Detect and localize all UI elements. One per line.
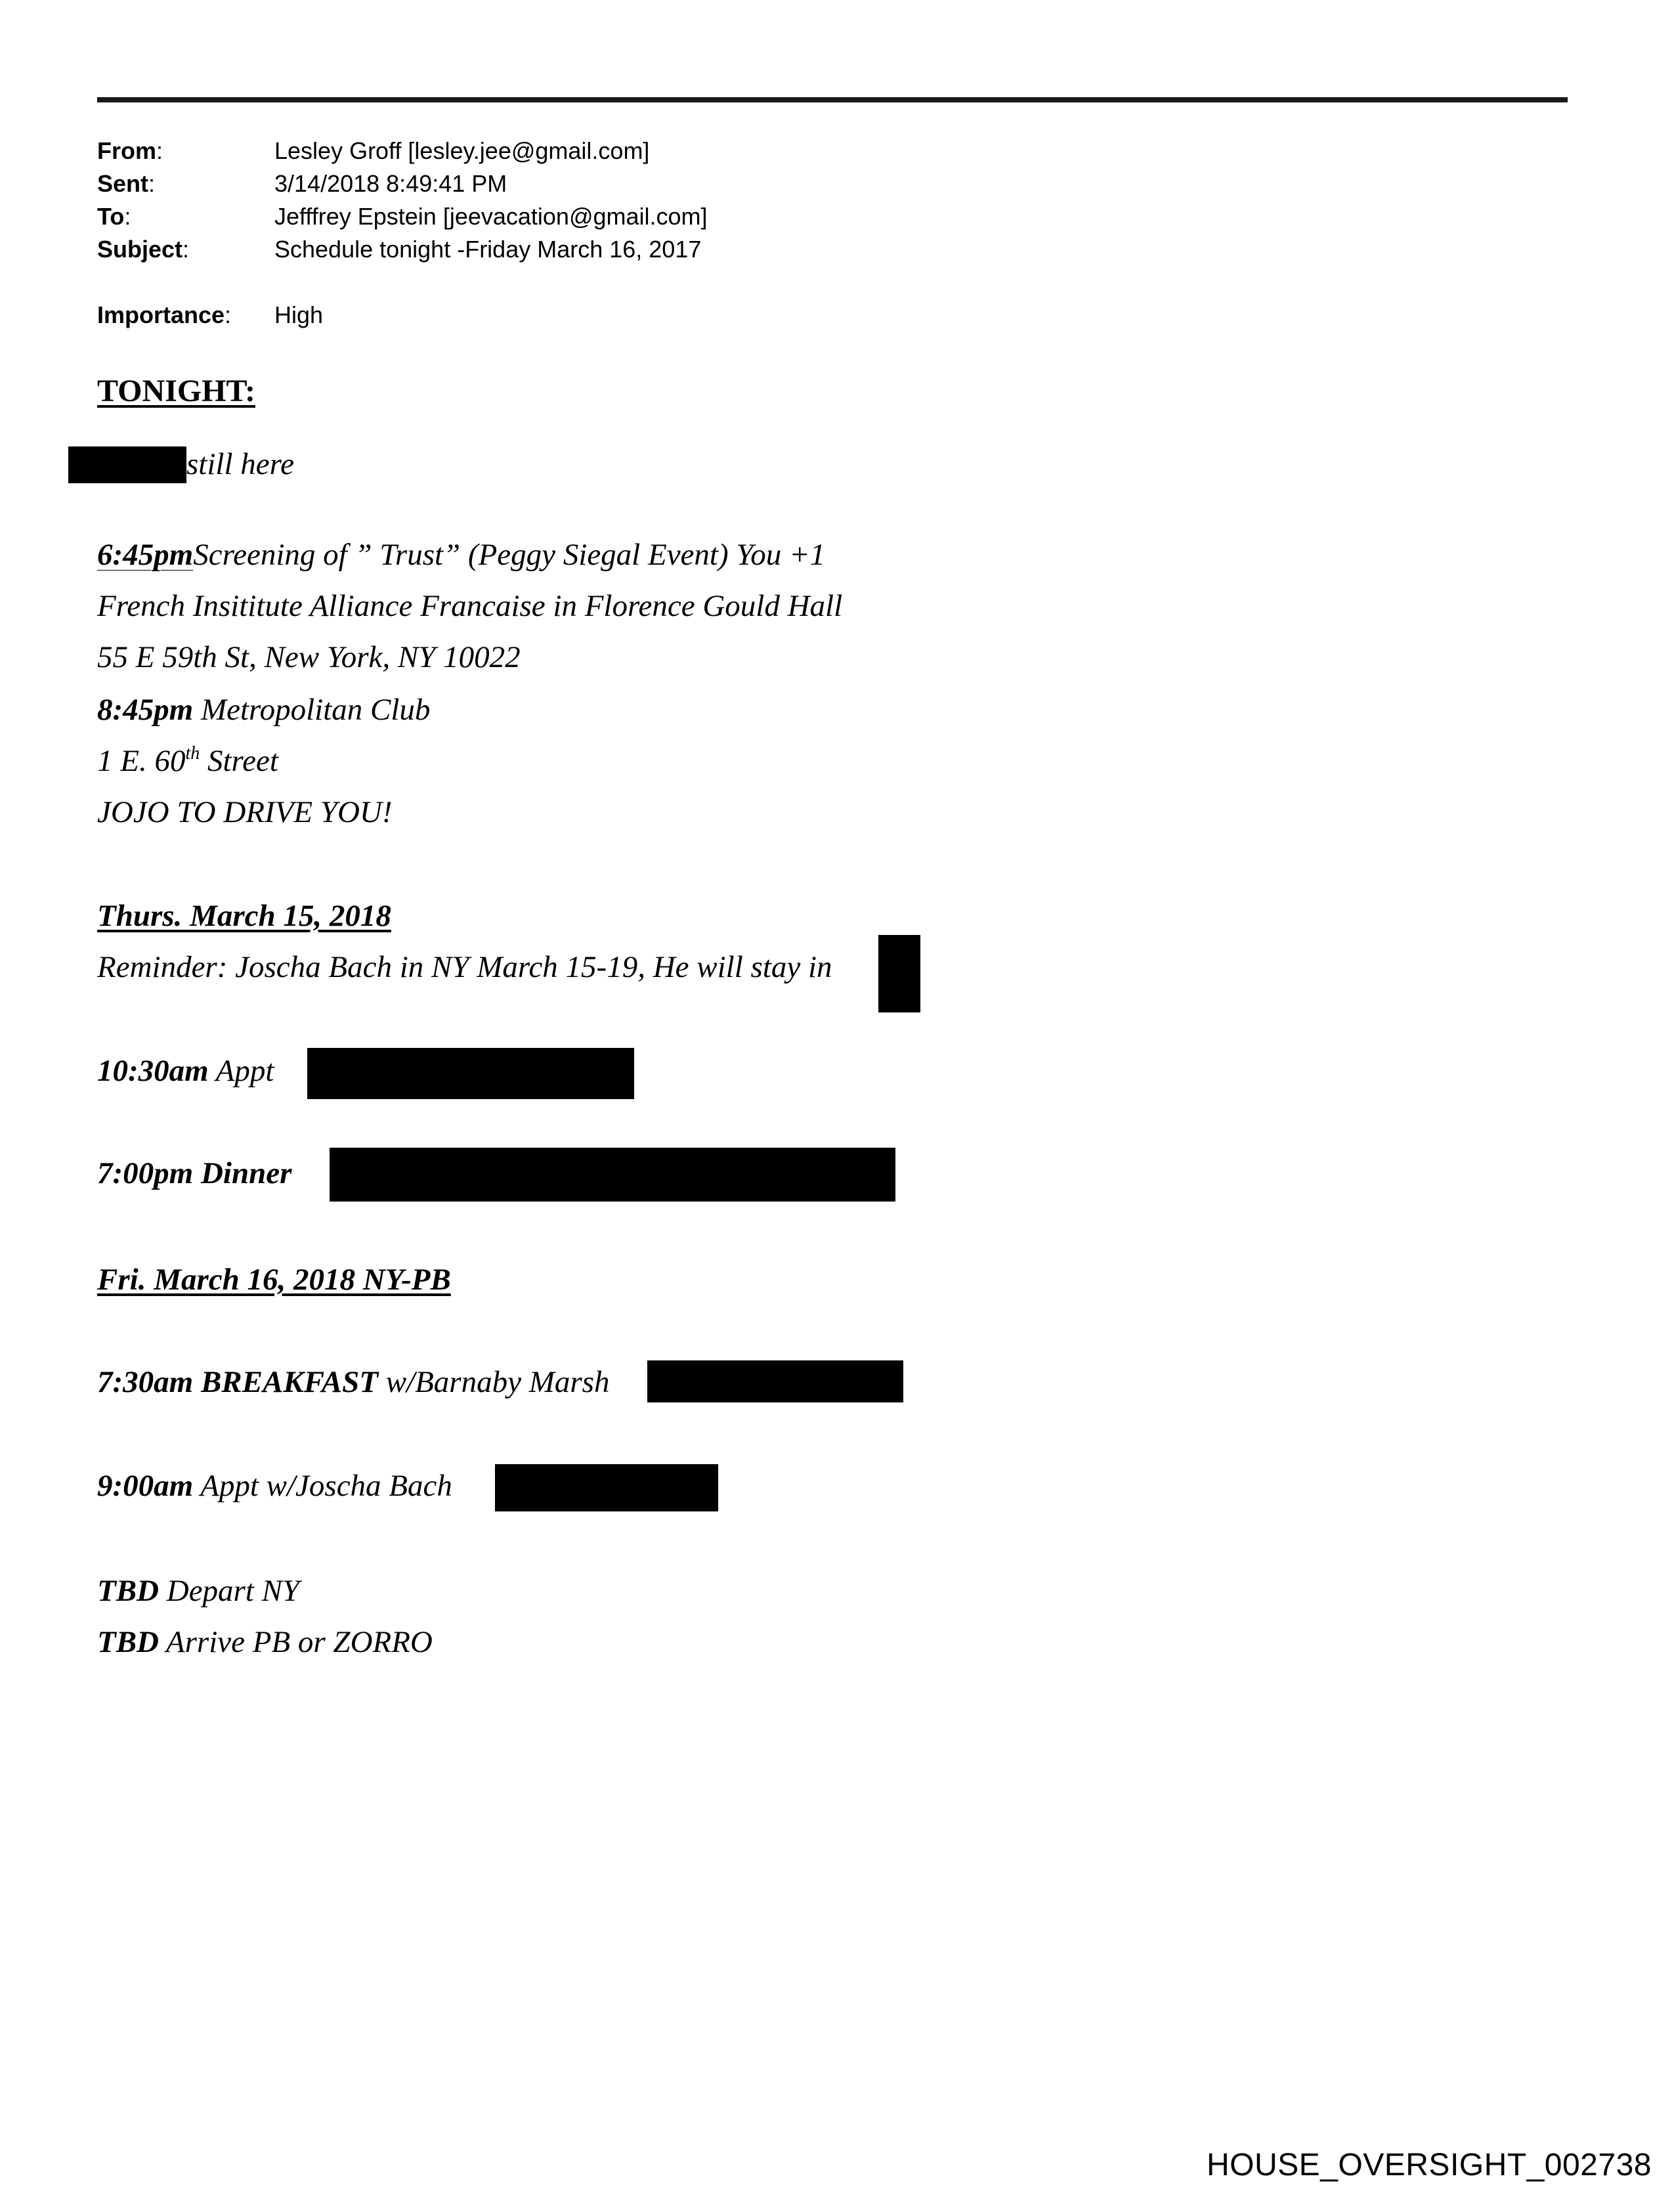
redaction-block	[878, 935, 920, 1012]
club-line	[97, 689, 430, 730]
club-address-suffix: th	[185, 743, 200, 764]
screening-text: Screening of ” Trust” (Peggy Siegal Event) You +1	[193, 538, 826, 572]
friday-appt-time: 9:00am	[97, 1469, 194, 1503]
friday-appt-line	[97, 1465, 452, 1506]
friday-depart-text: Depart NY	[166, 1574, 300, 1608]
redaction-block	[495, 1464, 718, 1511]
still-here-text: still here	[186, 447, 295, 481]
redaction-block	[68, 446, 186, 483]
club-time: 8:45pm	[97, 693, 194, 727]
subject-label: Subject:	[97, 236, 190, 263]
thursday-reminder: Reminder: Joscha Bach in NY March 15-19, He will stay in	[97, 950, 832, 984]
friday-breakfast-line	[97, 1362, 609, 1402]
friday-depart-line	[97, 1571, 299, 1611]
redaction-block	[307, 1048, 634, 1099]
screening-time: 6:45pm	[97, 538, 194, 572]
thursday-appt-line	[97, 1051, 274, 1091]
screening-address: 55 E 59th St, New York, NY 10022	[97, 640, 521, 674]
redaction-block	[330, 1148, 895, 1202]
sent-value: 3/14/2018 8:49:41 PM	[274, 170, 507, 197]
sent-row	[97, 167, 507, 200]
friday-arrive-tbd: TBD	[97, 1625, 159, 1659]
friday-breakfast-text: w/Barnaby Marsh	[385, 1365, 610, 1399]
subject-value: Schedule tonight -Friday March 16, 2017	[274, 236, 702, 263]
document-id-footer: HOUSE_OVERSIGHT_002738	[1207, 2148, 1652, 2182]
from-value: Lesley Groff [lesley.jee@gmail.com]	[274, 137, 650, 164]
importance-row	[97, 299, 323, 332]
friday-arrive-text: Arrive PB or ZORRO	[165, 1625, 433, 1659]
importance-label: Importance:	[97, 301, 232, 328]
friday-arrive-line	[97, 1622, 433, 1662]
from-row	[97, 135, 649, 167]
thursday-appt-time: 10:30am	[97, 1054, 209, 1088]
club-address-number: 1 E. 60	[97, 744, 186, 778]
from-label: From:	[97, 137, 163, 164]
screening-venue: French Insititute Alliance Francaise in Florence Gould Hall	[97, 589, 843, 623]
header-divider-rule	[97, 97, 1568, 102]
club-text: Metropolitan Club	[200, 693, 431, 727]
tonight-heading: TONIGHT:	[97, 374, 255, 408]
friday-appt-text: Appt w/Joscha Bach	[200, 1469, 452, 1503]
club-address	[97, 741, 278, 781]
sent-label: Sent:	[97, 170, 156, 197]
thursday-appt-text: Appt	[215, 1054, 274, 1088]
screening-line	[97, 534, 825, 575]
redaction-block	[647, 1360, 903, 1402]
importance-value: High	[274, 301, 324, 328]
to-row	[97, 200, 708, 233]
to-label: To:	[97, 203, 131, 230]
thursday-dinner-text: 7:00pm Dinner	[97, 1156, 292, 1190]
friday-breakfast-time: 7:30am BREAKFAST	[97, 1365, 378, 1399]
to-value: Jefffrey Epstein [jeevacation@gmail.com]	[274, 203, 708, 230]
club-address-street: Street	[200, 744, 278, 778]
driver-note: JOJO TO DRIVE YOU!	[97, 795, 393, 829]
thursday-heading: Thurs. March 15, 2018	[97, 899, 391, 933]
friday-heading: Fri. March 16, 2018 NY-PB	[97, 1263, 451, 1297]
friday-depart-tbd: TBD	[97, 1574, 159, 1608]
thursday-dinner-line	[97, 1153, 291, 1194]
subject-row	[97, 233, 701, 266]
